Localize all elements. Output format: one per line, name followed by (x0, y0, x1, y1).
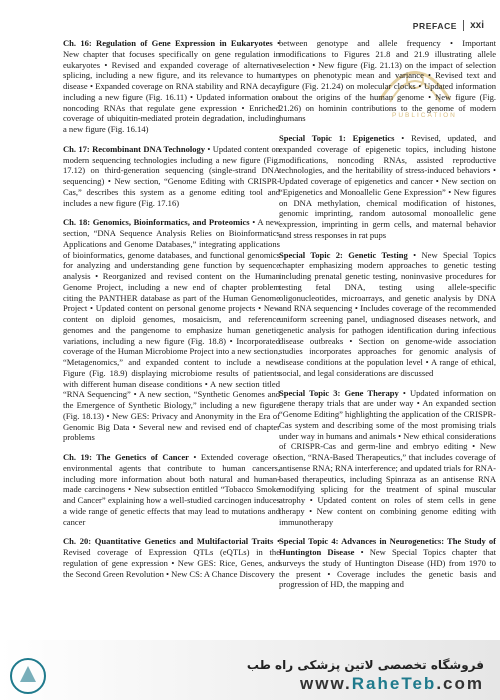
entry-title: Ch. 17: Recombinant DNA Technology (63, 143, 206, 154)
special-topic-4-entry (279, 536, 496, 590)
left-column (63, 38, 280, 588)
chapter-18-entry (63, 217, 280, 443)
special-topic-1-entry (279, 133, 496, 241)
right-column (279, 38, 496, 599)
chapter-17-entry (63, 144, 280, 209)
special-topic-2-entry (279, 250, 496, 379)
footer-website-link[interactable] (300, 674, 484, 694)
entry-title: Special Topic 1: Epigenetics (279, 133, 395, 143)
entry-title: Special Topic 2: Genetic Testing (279, 249, 408, 260)
page-header (413, 20, 484, 31)
url-suffix: .com (436, 674, 484, 693)
entry-body: • Revised coverage of Expression QTLs (eQTLs) in the regulation of gene expression • New GES: Rice, Genes, and the Second Green Revolution • New CS: A Chance Discovery (63, 536, 280, 579)
running-head: PREFACE (412, 20, 458, 31)
chapter-16-entry (63, 38, 280, 135)
entry-body: • New Special Topics chapter that surveys the study of Huntington Disease (HD) from 1970 to the present • Coverage includes the genetic basis and progression of HD, the mapping and (279, 547, 496, 590)
entry-title: Special Topic 4: Advances in Neurogenetics: The Study of Huntington Disease (279, 536, 496, 557)
chapter-19-entry (63, 452, 280, 527)
footer-persian-tagline: فروشگاه تخصصی لاتین پزشکی راه طب (246, 658, 484, 672)
entry-title: Special Topic 3: Gene Therapy (279, 387, 399, 398)
entry-body: • Revised, updated, and expanded coverage of epigenetic topics, including histone modifications, noncoding RNAs, assisted reproductive technologies, and the heritability of stress-induced behaviors • Updated coverage of epigenetics and cancer • New section on “Epigenetics and Monoallelic Gene Expression” • New figures on DNA methylation, chemical modification of histones, genomic imprinting, random autosomal monoallelic gene expression, imprinting in germ cells, and maternal behavior and stress responses in rat pups (279, 133, 496, 240)
chapter-21-continued-entry (279, 38, 496, 124)
entry-title: Ch. 16: Regulation of Gene Expression in Eukaryotes (63, 38, 273, 48)
entry-body: • New Special Topics chapter emphasizing modern approaches to genetic testing including prenatal genetic testing, noninvasive procedures for testing fetal DNA, testing using allele-specific oligonucleotides, microarrays, and genetic analysis by DNA and RNA sequencing • Includes coverage of the recommended uniform screening panel, undiagnosed diseases network, and genetic analysis for pathogen identification during infectious disease outbreaks • Section on genome-wide association studies incorporates approaches for genomic analysis of disease conditions at the population level • A range of ethical, social, and legal considerations are discussed (279, 249, 496, 378)
entry-title: Ch. 20: Quantitative Genetics and Multifactorial Traits (63, 536, 274, 547)
url-prefix: www. (300, 674, 352, 693)
special-topic-3-entry (279, 388, 496, 528)
entry-title: Ch. 18: Genomics, Bioinformatics, and Proteomics (63, 217, 250, 228)
page-number: xxi (470, 20, 484, 31)
entry-body: • Extended coverage of environmental agents that contribute to human cancers, including more information about both natural and human-made carcinogens • New subsection entitled “Tobacco Smoke and Cancer” explaining how a well-studied carcinogen induces a wide range of genetic effects that may lead to mutations and cancer (63, 452, 280, 527)
entry-body: • Updated content on modern sequencing technologies including a new figure (Fig. 17.12) on third-generation sequencing (single-strand DNA sequencing) • New section, “Genome Editing with CRISPR-Cas,” describes this system as a genome editing tool and includes a new figure (Fig. 17.16) (63, 143, 281, 208)
watermark-text: PUBLICATION (392, 112, 457, 119)
header-divider (463, 20, 464, 31)
url-main: RaheTeb (351, 674, 437, 693)
raheteb-logo-icon (8, 656, 48, 696)
entry-title: Ch. 19: The Genetics of Cancer (63, 452, 189, 462)
chapter-20-entry (63, 536, 280, 579)
entry-body: • A new section, “DNA Sequence Analysis Relies on Bioinformatics Applications and Genome Databases,” integrating applications of bioinformatics, genome databases, and functional genomics for analyzing and understanding gene function by sequence analysis • Reorganized and revised content on the Human Genome Project, including a new end of chapter problem citing the PANTHER database as part of the Human Genome Project • Updated content on personal genome projects • New content on diploid genomes, mosaicism, and reference genomes and the pangenome to emphasize human genetic variations, including a new figure (Fig. 18.8) • Incorporated coverage of the Human Microbiome Project into a new section, “Metagenomics,” and expanded content to include a new Figure (Fig. 18.9) displaying microbiome results of patients with different human disease conditions • A new section titled “RNA Sequencing” • A new section, “Synthetic Genomes and the Emergence of Synthetic Biology,” including a new figure (Fig. 18.13) • New GES: Privacy and Anonymity in the Era of Genomic Big Data • Several new and revised end of chapter problems (63, 217, 281, 443)
entry-body: between genotype and allele frequency • Important modifications to Figures 21.8 and 21.9 illustrating allele selection • New figure (Fig. 21.13) on the impact of selection types on phenotypic mean and variance • Revised text and figure (Fig. 21.24) on molecular clocks • Updated information about the origins of the human genome • New figure (Fig. 21.26) on hominin contributions to the genome of modern humans (279, 38, 496, 124)
entry-body: • Updated information on gene therapy trials that are under way • An expanded section “Genome Editing” highlighting the application of the CRISPR-Cas system and describing some of the most promising trials under way in humans and animals • New ethical considerations of CRISPR-Cas and germ-line and embryo editing • New section, “RNA-Based Therapeutics,” that includes coverage of antisense RNA; RNA interference; and updated trials for RNA-based therapeutics, including Spinraza as an antisense RNA modifying splicing for the treatment of spinal muscular atrophy • Updated content on roles of stem cells in gene therapy • New content on combining genome editing with immunotherapy (279, 387, 496, 527)
entry-body: • New chapter that focuses specifically on gene regulation in eukaryotes • Revised and expanded coverage of alternative splicing, including a new figure, and its relevance to human disease • Expanded coverage on RNA stability and RNA decay including a new figure (Fig. 16.11) • Updated information on noncoding RNAs that regulate gene expression • Enriched coverage of ubiquitin-mediated protein degradation, including a new figure (Fig. 16.14) (63, 38, 280, 134)
